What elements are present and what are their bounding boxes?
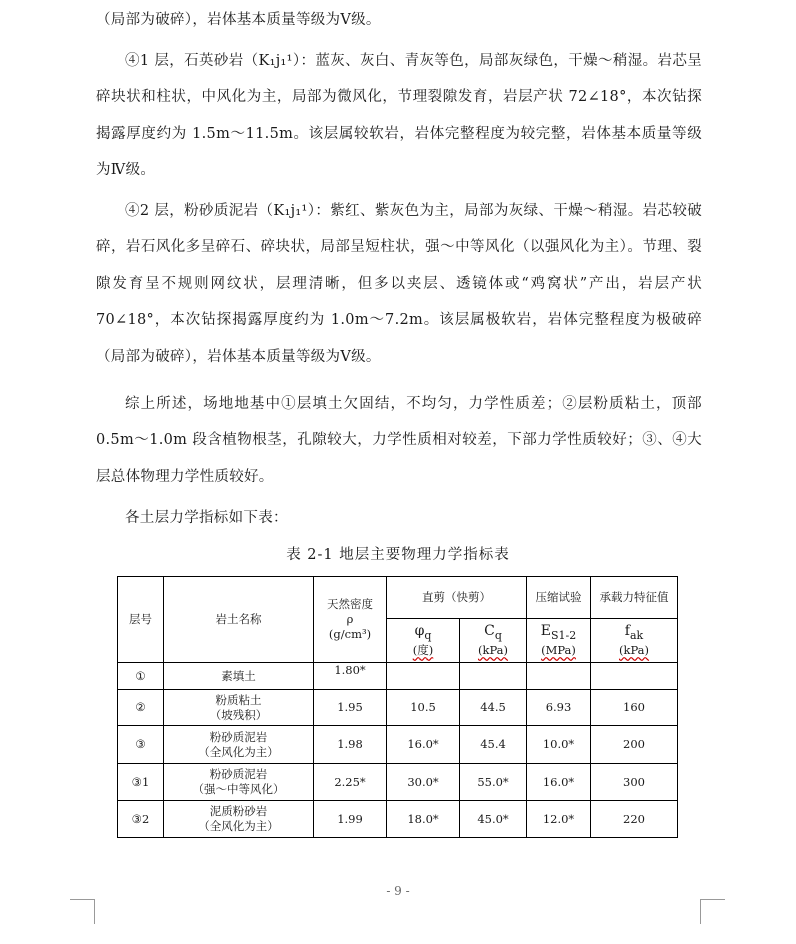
cell-name-line1: 泥质粉砂岩 — [209, 804, 268, 818]
cell-name-line1: 素填土 — [221, 668, 256, 683]
cell-layer: ③1 — [118, 764, 164, 801]
cell-fak: 220 — [591, 801, 678, 838]
cell-c — [460, 663, 527, 690]
cell-fak: 160 — [591, 690, 678, 726]
cell-phi: 18.0* — [387, 801, 460, 838]
cell-density: 1.80* — [314, 663, 387, 690]
cell-es: 6.93 — [527, 690, 591, 726]
c-unit: (kPa) — [477, 643, 509, 658]
cell-c: 44.5 — [460, 690, 527, 726]
cell-density: 1.95 — [314, 690, 387, 726]
cell-name-line1: 粉质粘土 — [215, 692, 262, 707]
es-unit: (MPa) — [541, 643, 576, 658]
c-subscript: q — [494, 628, 502, 642]
cell-name — [164, 663, 314, 690]
cell-c: 45.0* — [460, 801, 527, 838]
table-row — [118, 801, 678, 838]
header-compression: 压缩试验 — [527, 577, 591, 619]
cell-fak: 300 — [591, 764, 678, 801]
phi-subscript: q — [424, 628, 432, 642]
soil-properties-table — [117, 576, 678, 838]
header-density-unit: (g/cm³) — [328, 627, 372, 641]
cell-c: 45.4 — [460, 726, 527, 764]
table-row — [118, 764, 678, 801]
cell-phi: 10.5 — [387, 690, 460, 726]
header-density — [314, 577, 387, 663]
cell-phi: 30.0* — [387, 764, 460, 801]
header-density-symbol: ρ — [346, 612, 354, 626]
cell-es — [527, 663, 591, 690]
cell-name — [164, 690, 314, 726]
table-caption: 表 2-1 地层主要物理力学指标表 — [286, 547, 510, 563]
cell-es: 12.0* — [527, 801, 591, 838]
header-name: 岩土名称 — [164, 577, 314, 663]
cell-density: 1.98 — [314, 726, 387, 764]
cell-layer: ② — [118, 690, 164, 726]
fak-subscript: ak — [629, 628, 644, 642]
header-density-label: 天然密度 — [327, 597, 373, 611]
paragraph-summary: 综上所述，场地地基中①层填土欠固结，不均匀，力学性质差；②层粉质粘土，顶部 0.5m～1.0m 段含植物根茎，孔隙较大，力学性质相对较差，下部力学性质较好；③、④大层总体物理力学性质较好。 — [96, 396, 702, 485]
cell-name-line2: （强～中等风化） — [192, 782, 285, 796]
header-bearing-capacity: 承载力特征值 — [591, 577, 678, 619]
page-number: - 9 - — [386, 884, 410, 898]
cell-name — [164, 764, 314, 801]
margin-corner-mark-right — [700, 899, 725, 924]
cell-name-line2: （全风化为主） — [198, 744, 279, 759]
paragraph-continuation: （局部为破碎），岩体基本质量等级为Ⅴ级。 — [96, 12, 381, 28]
header-modulus — [527, 619, 591, 663]
es-symbol: E — [540, 622, 551, 639]
header-direct-shear: 直剪（快剪） — [387, 577, 527, 619]
cell-name — [164, 801, 314, 838]
cell-density: 1.99 — [314, 801, 387, 838]
es-subscript: S1-2 — [550, 628, 577, 642]
paragraph-layer-4-1: ④1 层，石英砂岩（K₁j₁¹）：蓝灰、灰白、青灰等色，局部灰绿色，干燥～稍湿。岩芯呈碎块状和柱状，中风化为主，局部为微风化，节理裂隙发育，岩层产状 72∠18°，本次钻探揭露厚度约为 1.5m～11.5m。该层属较软岩，岩体完整程度为较完整，岩体基本质量等级为Ⅳ级。 — [96, 53, 702, 179]
header-cohesion — [460, 619, 527, 663]
cell-es: 16.0* — [527, 764, 591, 801]
header-layer: 层号 — [118, 577, 164, 663]
cell-c: 55.0* — [460, 764, 527, 801]
margin-corner-mark-left — [70, 899, 95, 924]
cell-fak: 200 — [591, 726, 678, 764]
phi-symbol: φ — [414, 622, 425, 639]
paragraph-table-intro: 各土层力学指标如下表： — [125, 510, 288, 526]
cell-name-line1: 粉砂质泥岩 — [209, 767, 268, 781]
cell-layer: ① — [118, 663, 164, 690]
phi-unit: (度) — [412, 643, 434, 658]
cell-layer: ③ — [118, 726, 164, 764]
cell-name-line2: （全风化为主） — [198, 819, 279, 833]
header-fak — [591, 619, 678, 663]
cell-phi — [387, 663, 460, 690]
table-row — [118, 690, 678, 726]
cell-density: 2.25* — [314, 764, 387, 801]
cell-fak — [591, 663, 678, 690]
fak-unit: (kPa) — [618, 643, 650, 658]
cell-name-line2: （坡残积） — [209, 707, 268, 722]
cell-phi: 16.0* — [387, 726, 460, 764]
c-symbol: C — [484, 622, 495, 639]
table-row — [118, 663, 678, 690]
paragraph-layer-4-2: ④2 层，粉砂质泥岩（K₁j₁¹）：紫红、紫灰色为主，局部为灰绿、干燥～稍湿。岩芯较破碎，岩石风化多呈碎石、碎块状，局部呈短柱状，强～中等风化（以强风化为主）。节理、裂隙发育呈不规则网纹状，层理清晰，但多以夹层、透镜体或“鸡窝状”产出，岩层产状 70∠18°，本次钻探揭露厚度约为 1.0m～7.2m。该层属极软岩，岩体完整程度为极破碎（局部为破碎），岩体基本质量等级为Ⅴ级。 — [96, 203, 702, 365]
cell-layer: ③2 — [118, 801, 164, 838]
cell-name — [164, 726, 314, 764]
cell-name-line1: 粉砂质泥岩 — [209, 729, 268, 744]
fak-symbol: f — [624, 622, 630, 639]
cell-es: 10.0* — [527, 726, 591, 764]
table-row — [118, 726, 678, 764]
table-header-row-1 — [118, 577, 678, 619]
header-phi — [387, 619, 460, 663]
